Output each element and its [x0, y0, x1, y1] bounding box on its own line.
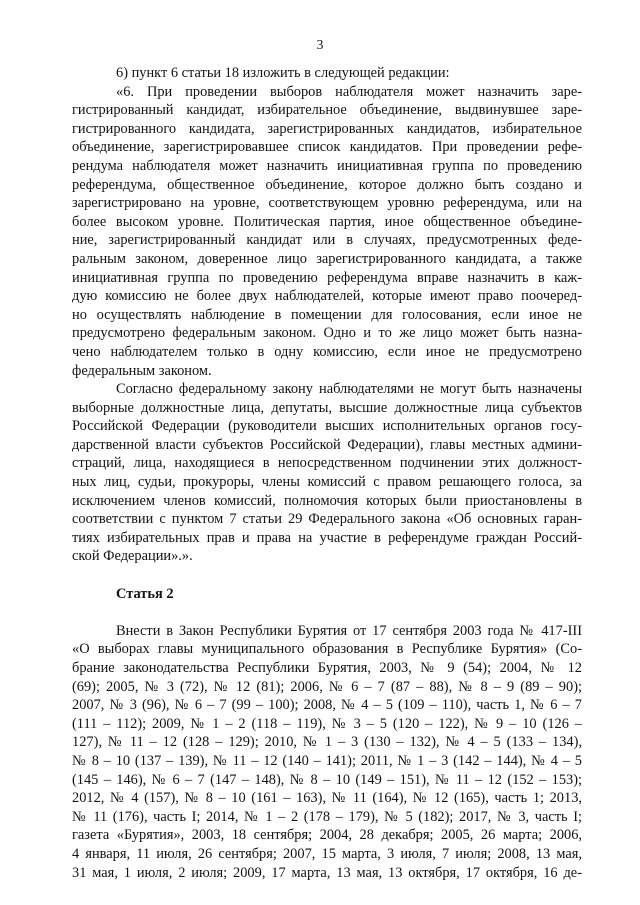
text-line: соответствии с пунктом 7 статьи 29 Федерального закона «Об основных гаран- [72, 511, 582, 528]
text-line: 127), № 11 – 12 (128 – 129); 2010, № 1 – 3 (130 – 132), № 4 – 5 (133 – 134), [72, 734, 582, 751]
paragraph-article-2 [72, 622, 582, 882]
text-line: 4 января, 11 июля, 26 сентября; 2007, 15 марта, 3 июля, 7 июля; 2008, 13 мая, [72, 845, 582, 862]
text-line: тиях избирательных прав и права на участие в референдуме граждан Россий- [72, 529, 582, 546]
text-line: гистрированного кандидата, зарегистрированных кандидатов, избирательное [72, 120, 582, 137]
page-number: 3 [316, 37, 324, 52]
text-line: Согласно федеральному закону наблюдателями не могут быть назначены [116, 381, 582, 398]
text-line: газета «Бурятия», 2003, 18 сентября; 2004, 28 декабря; 2005, 26 марта; 2006, [72, 827, 582, 844]
text-line: зарегистрировано на уровне, соответствующем уровню референдума, или на [72, 195, 582, 212]
text-line: 31 мая, 1 июля, 2 июля; 2009, 17 марта, 13 мая, 13 октября, 17 октября, 16 де- [72, 864, 582, 881]
text-line: дую комиссию не более двух наблюдателей, которые имеют право поочеред- [72, 288, 582, 305]
text-line: выборные должностные лица, депутаты, высшие должностные лица субъектов [72, 399, 582, 416]
text-line: № 8 – 10 (137 – 139), № 11 – 12 (140 – 141); 2011, № 1 – 3 (142 – 144), № 4 – 5 [72, 752, 582, 769]
text-line: референдума, общественное объединение, которое должно быть создано и [72, 176, 582, 193]
text-line: предусмотрено федеральным законом. Одно и то же лицо может быть назна- [72, 325, 582, 342]
text-line: инициативная группа по проведению референдума вправе назначить в каж- [72, 269, 582, 286]
text-line: гистрированный кандидат, избирательное объединение, выдвинувшее заре- [72, 102, 582, 119]
text-line: но осуществлять наблюдение в помещении для голосования, если иное не [72, 306, 582, 323]
text-line: «О выборах главы муниципального образования в Республике Бурятия» (Со- [72, 641, 582, 658]
text-line: № 11 (176), часть I; 2014, № 1 – 2 (178 – 179), № 5 (182); 2017, № 3, часть I; [72, 808, 582, 825]
spacer [72, 603, 582, 622]
text-line: (145 – 146), № 6 – 7 (147 – 148), № 8 – 10 (149 – 151), № 11 – 12 (152 – 153); [72, 771, 582, 788]
text-line: ных лиц, судьи, прокуроры, члены комиссий с правом решающего голоса, за [72, 474, 582, 491]
spacer [72, 566, 582, 585]
paragraph-observers [72, 83, 582, 381]
paragraph-restrictions [72, 380, 582, 566]
text-line: брание законодательства Республики Бурятия, 2003, № 9 (54); 2004, № 12 [72, 660, 582, 676]
document-body [72, 64, 582, 882]
text-line: более высоком уровне. Политическая партия, иное общественное объедине- [72, 213, 582, 230]
text-line: «6. При проведении выборов наблюдателя может назначить заре- [116, 83, 582, 100]
text-line: ской Федерации».». [72, 548, 193, 565]
text-line: 2007, № 3 (96), № 6 – 7 (99 – 100); 2008, № 4 – 5 (109 – 110), часть 1, № 6 – 7 [72, 697, 582, 714]
text-line: страций, лица, находящиеся в непосредственном подчинении этих должност- [72, 455, 582, 472]
text-line: дарственной власти субъектов Российской Федерации), главы местных админи- [72, 436, 582, 453]
text-line: объединение, зарегистрировавшее список кандидатов. При проведении рефе- [72, 139, 582, 156]
text-line: чено наблюдателем только в одну комиссию, если иное не предусмотрено [72, 343, 582, 360]
article-heading: Статья 2 [116, 585, 174, 602]
paragraph-amendment-intro: 6) пункт 6 статьи 18 изложить в следующей редакции: [116, 65, 450, 81]
text-line: (69); 2005, № 3 (72), № 12 (81); 2006, № 6 – 7 (87 – 88), № 8 – 9 (89 – 90); [72, 678, 582, 695]
text-line: ральным законом, доверенное лицо зарегистрированного кандидата, а также [72, 250, 582, 267]
text-line: Внести в Закон Республики Бурятия от 17 сентября 2003 года № 417-III [116, 622, 582, 639]
text-line: исключением членов комиссий, полномочия которых были приостановлены в [72, 492, 582, 509]
text-line: (111 – 112); 2009, № 1 – 2 (118 – 119), № 3 – 5 (120 – 122), № 9 – 10 (126 – [72, 715, 582, 732]
text-line: федеральным законом. [72, 362, 212, 379]
text-line: Российской Федерации (руководители высших исполнительных органов госу- [72, 418, 582, 435]
text-line: рендума наблюдателя может назначить инициативная группа по проведению [72, 157, 582, 174]
text-line: 2012, № 4 (157), № 8 – 10 (161 – 163), № 11 (164), № 12 (165), часть 1; 2013, [72, 790, 582, 807]
text-line: ние, зарегистрированный кандидат или в случаях, предусмотренных феде- [72, 232, 582, 249]
